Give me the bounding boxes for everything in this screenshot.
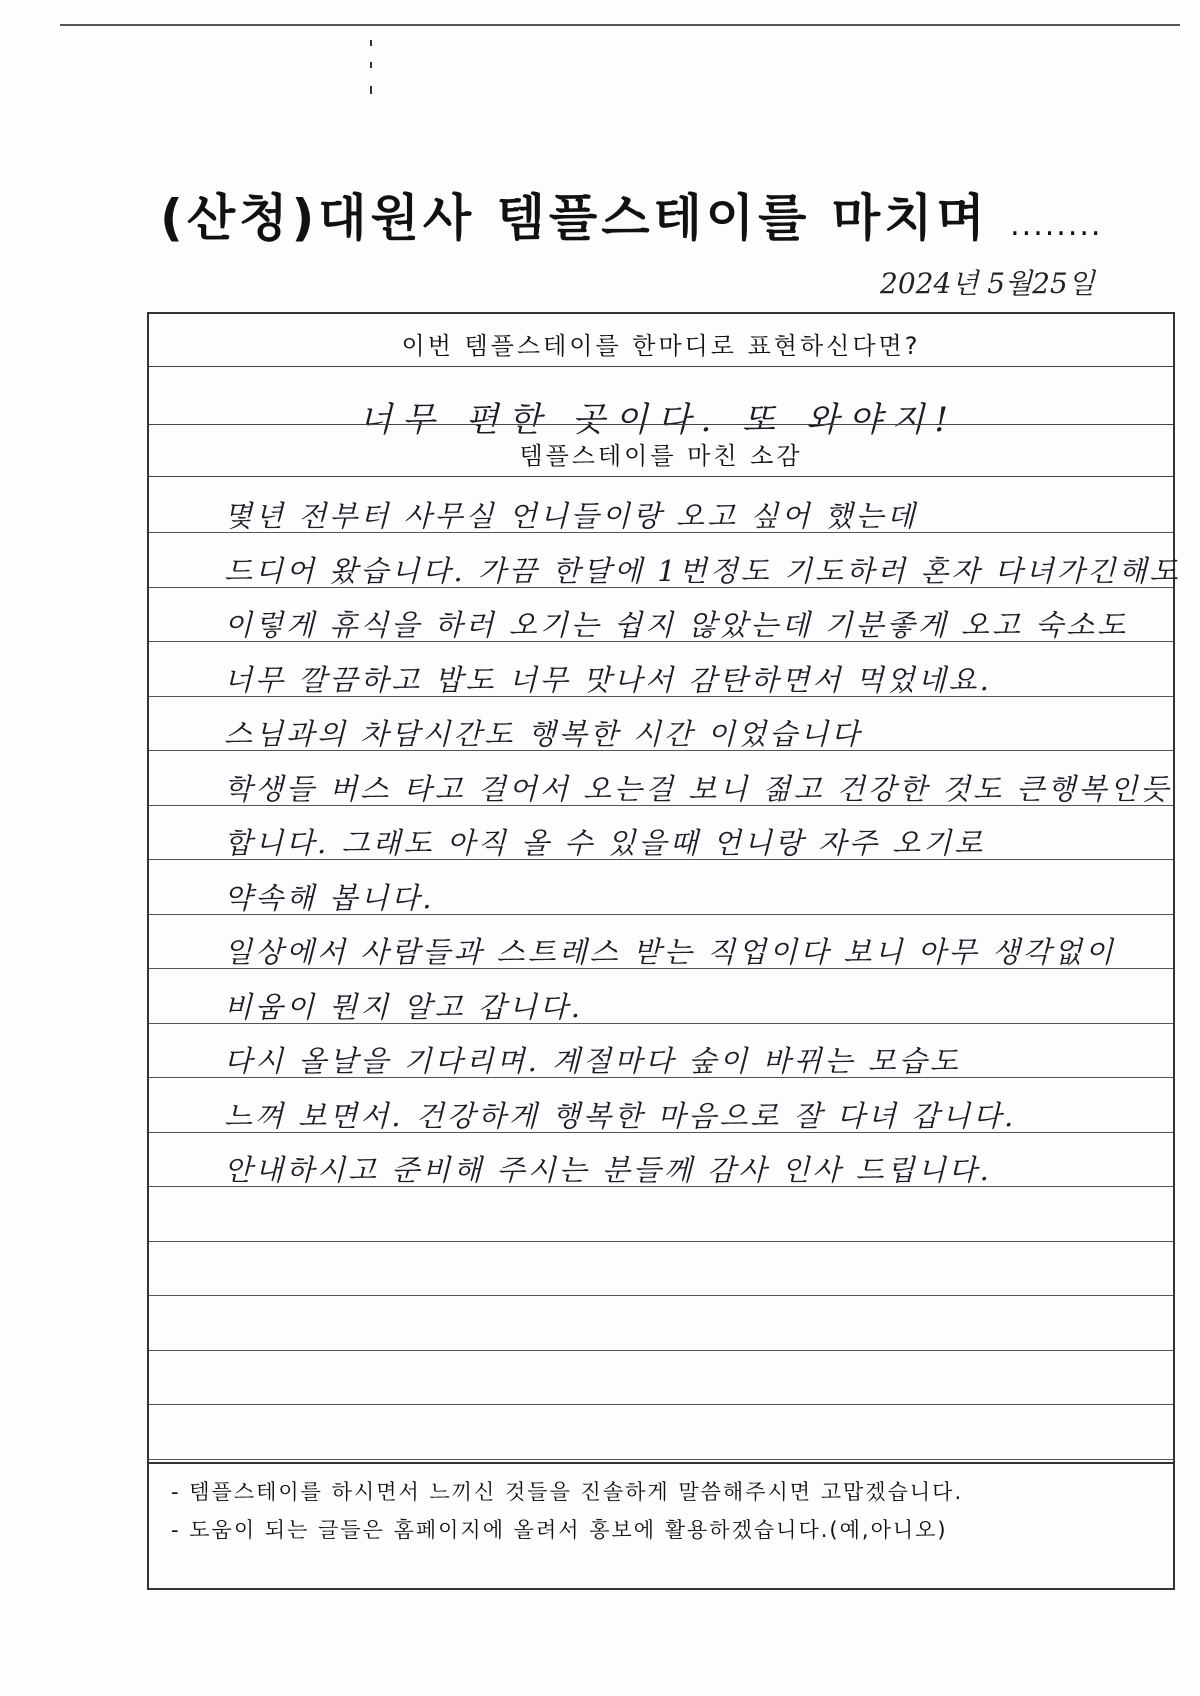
impressions-label: 템플스테이를 마친 소감 <box>519 442 803 470</box>
punch-mark <box>370 62 372 68</box>
ruled-line <box>149 1404 1173 1405</box>
punch-mark <box>370 40 372 46</box>
question-label: 이번 템플스테이를 한마디로 표현하신다면? <box>401 332 921 360</box>
punch-mark <box>370 86 372 94</box>
page-title-text: (산청)대원사 템플스테이를 마치며 <box>160 189 989 247</box>
form-divider <box>149 424 1173 425</box>
handwritten-impression-line: 이렇게 휴식을 하러 오기는 쉽지 않았는데 기분좋게 오고 숙소도 <box>224 608 1129 642</box>
handwritten-impression-line: 안내하시고 준비해 주시는 분들께 감사 인사 드립니다. <box>224 1153 992 1187</box>
handwritten-impression-line: 약속해 봅니다. <box>224 880 435 915</box>
handwritten-impression-line: 너무 깔끔하고 밥도 너무 맛나서 감탄하면서 먹었네요. <box>224 662 992 697</box>
ruled-line <box>149 1350 1173 1351</box>
handwritten-impression-line: 합니다. 그래도 아직 올 수 있을때 언니랑 자주 오기로 <box>224 826 986 860</box>
handwritten-impression-line: 드디어 왔습니다. 가끔 한달에 1번정도 기도하러 혼자 다녀가긴해도 <box>224 553 1181 588</box>
ruled-line <box>149 1459 1173 1460</box>
feedback-form <box>147 312 1181 1590</box>
ruled-line <box>149 1295 1173 1296</box>
handwritten-answer: 너무 편한 곳이다. 또 와야지! <box>359 400 958 440</box>
handwritten-impression-line: 몇년 전부터 사무실 언니들이랑 오고 싶어 했는데 <box>224 499 918 533</box>
ruled-line <box>149 1241 1173 1242</box>
handwritten-impression-line: 일상에서 사람들과 스트레스 받는 직업이다 보니 아무 생각없이 <box>224 935 1116 969</box>
note-line: - 도움이 되는 글들은 홈페이지에 올려서 홍보에 활용하겠습니다.(예,아니오) <box>171 1518 948 1542</box>
handwritten-date: 2024년 5월25일 <box>880 267 1095 300</box>
top-edge-line <box>60 24 1180 26</box>
page-title <box>160 178 1180 250</box>
form-divider <box>149 476 1173 477</box>
handwritten-impression-line: 느껴 보면서. 건강하게 행복한 마음으로 잘 다녀 갑니다. <box>224 1098 1017 1133</box>
handwritten-impression-line: 다시 올날을 기다리며. 계절마다 숲이 바뀌는 모습도 <box>224 1044 961 1078</box>
title-dots: ........ <box>1010 208 1103 243</box>
notes-divider <box>149 1462 1173 1464</box>
handwritten-impression-line: 학생들 버스 타고 걸어서 오는걸 보니 젊고 건강한 것도 큰행복인듯 <box>224 771 1172 806</box>
handwritten-impression-line: 비움이 뭔지 알고 갑니다. <box>224 989 584 1024</box>
handwritten-impression-line: 스님과의 차담시간도 행복한 시간 이었습니다 <box>224 717 863 751</box>
note-line: - 템플스테이를 하시면서 느끼신 것들을 진솔하게 말씀해주시면 고맙겠습니다. <box>171 1480 964 1504</box>
form-divider <box>149 366 1173 367</box>
